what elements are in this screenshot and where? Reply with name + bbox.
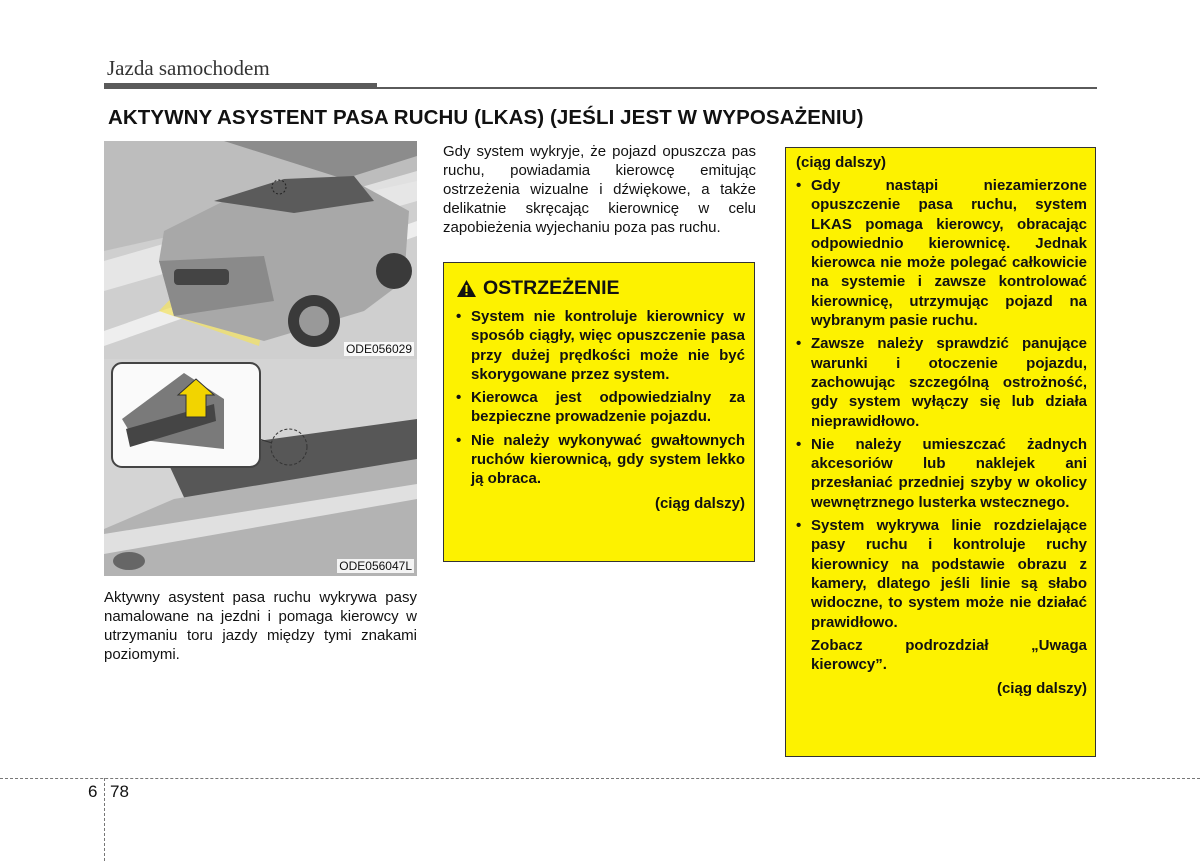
footer-dashed-rule: [0, 778, 1200, 779]
warning-continued-box: [785, 147, 1096, 757]
warning-triangle-icon: [456, 279, 477, 298]
car-lane-camera-illustration: [104, 141, 417, 359]
windshield-illustration-svg: [104, 359, 417, 576]
figure-code: ODE056029: [345, 342, 412, 356]
continued-label: (ciąg dalszy): [996, 680, 1087, 698]
car-illustration-svg: [104, 141, 417, 359]
windshield-camera-illustration: [104, 359, 417, 576]
warning-item: • Kierowca jest odpowiedzialny za bezpieczne prowadzenie pojazdu.: [456, 389, 745, 426]
header-rule-thick: [104, 83, 377, 89]
warning-title: OSTRZEŻENIE: [483, 277, 620, 299]
lkas-warning-description: Gdy system wykryje, że pojazd opuszcza pas ruchu, powiadamia kierowcę emitując ostrzeżenia wizualne i dźwiękowe, a także delikatnie skręcając kierownicę w celu zapobieżenia wyjechaniu poza pas ruchu.: [443, 143, 756, 236]
warning-list: [455, 307, 745, 512]
warning-item: • Nie należy wykonywać gwałtownych ruchów kierownicą, gdy system lekko ją obraca.: [456, 431, 745, 488]
warning-item: • Gdy nastąpi niezamierzone opuszczenie pasa ruchu, system LKAS pomaga kierowcy, obracając odpowiednio kierownicę. Jednak kierowca nie może polegać całkowicie na systemie i zawsze kontrolować kierownicę, utrzymując pojazd na wybranym pasie ruchu.: [796, 177, 1087, 330]
warning-item: • Nie należy umieszczać żadnych akcesoriów lub naklejek ani przesłaniać przedniej szyby w okolicy wewnętrznego lusterka wstecznego.: [796, 435, 1087, 511]
footer-vertical-rule: [104, 778, 105, 861]
warning-continued-list: [795, 176, 1087, 697]
warning-box: [443, 262, 755, 562]
warning-item: • System nie kontroluje kierownicy w sposób ciągły, więc opuszczenie pasa przy dużej prędkości może nie być skorygowane przez system.: [456, 308, 745, 383]
see-section-note: Zobacz podrozdział „Uwaga kierowcy”.: [811, 636, 1087, 674]
page-number: 78: [110, 782, 129, 801]
page-title: AKTYWNY ASYSTENT PASA RUCHU (LKAS) (JEŚLI JEST W WYPOSAŻENIU): [108, 106, 864, 129]
figure-code: ODE056047L: [339, 559, 412, 573]
chapter-number: 6: [88, 782, 98, 801]
lkas-intro-text: Aktywny asystent pasa ruchu wykrywa pasy namalowane na jezdni i pomaga kierowcy w utrzymaniu toru jazdy między tymi znakami poziomymi.: [104, 589, 417, 663]
warning-item: • System wykrywa linie rozdzielające pasy ruchu i kontroluje ruchy kierownicy na podstawie obrazu z kamery, dlatego jeśli linie są słabo widoczne, to system może nie działać prawidłowo.: [796, 517, 1087, 631]
warning-item: • Zawsze należy sprawdzić panujące warunki i otoczenie pojazdu, zachowując szczególną ostrożność, gdy system wyłączy się lub działa nieprawidłowo.: [796, 335, 1087, 430]
header-rule-thin: [377, 87, 1097, 89]
continued-label: (ciąg dalszy): [654, 494, 745, 512]
warning-header: [456, 277, 620, 300]
continued-heading: (ciąg dalszy): [796, 154, 887, 171]
section-title: Jazda samochodem: [107, 56, 270, 80]
